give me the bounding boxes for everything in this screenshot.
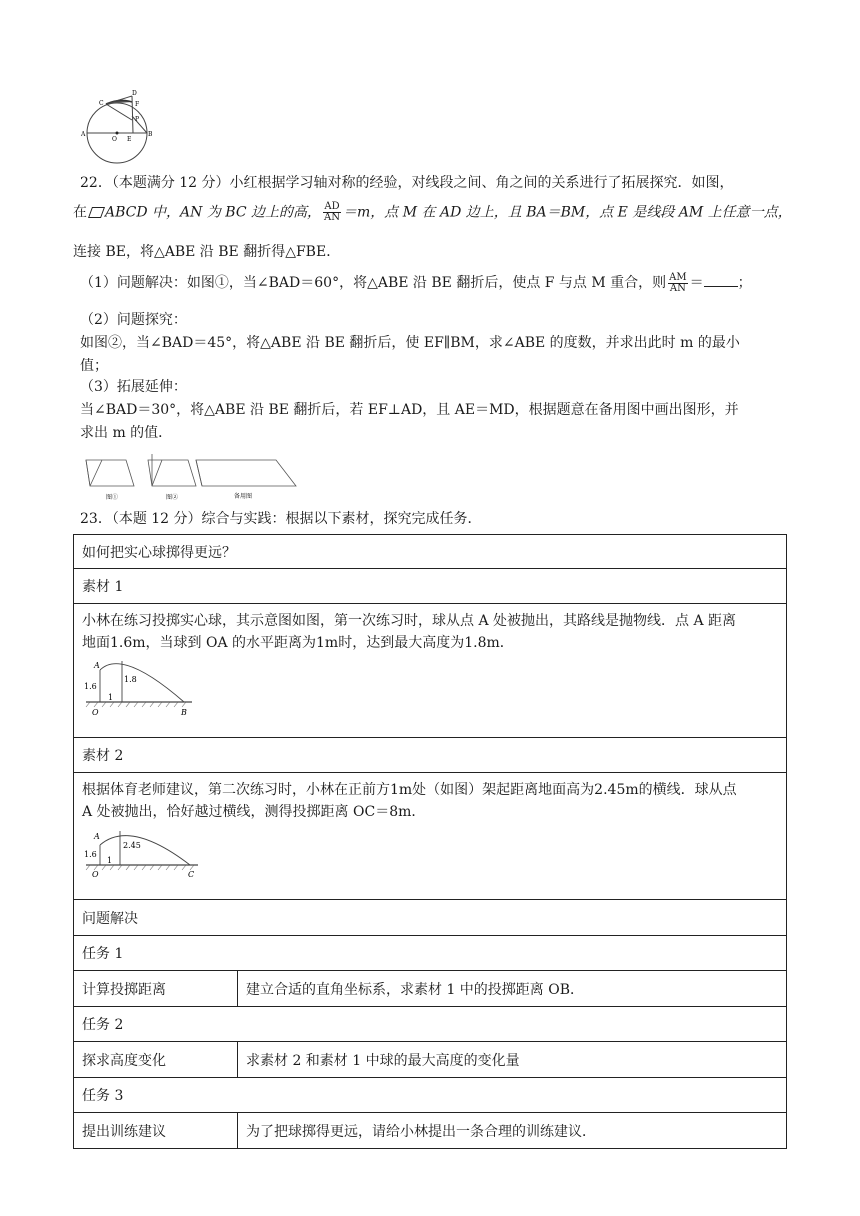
task-3-name: 提出训练建议 <box>74 1113 238 1149</box>
fig2-label-o: O <box>92 870 99 879</box>
q22-line3: 连接 BE，将△ABE 沿 BE 翻折得△FBE． <box>73 244 341 260</box>
q22-p1-num: AM <box>669 271 687 283</box>
task-1-label: 任务 1 <box>74 936 787 971</box>
q22-p1-fraction <box>668 273 687 294</box>
fig-caption-3: 备用图 <box>234 493 253 500</box>
fig21-label-f: F <box>135 101 140 108</box>
problem-solving-label: 问题解决 <box>74 900 787 936</box>
fig-caption-1: 图① <box>106 494 119 501</box>
q22-l2d: ＝m，点 M 在 AD 边上，且 BA＝BM，点 E 是线段 AM 上任意一点， <box>343 204 792 221</box>
q22-p1c: ； <box>737 275 752 291</box>
fig2-label-16: 1.6 <box>84 850 97 859</box>
fig21-label-b: B <box>148 131 153 138</box>
q22-line2 <box>73 202 792 223</box>
q22-figures <box>78 452 308 504</box>
task-2-label: 任务 2 <box>74 1007 787 1042</box>
material-1-content <box>74 604 787 738</box>
q22-l2b: ABCD 中， <box>105 204 181 221</box>
q22-p1-den: AN <box>669 282 686 294</box>
q22-l2c: AN 为 BC 边上的高， <box>180 204 322 221</box>
q22-part3-heading: （3）拓展延伸： <box>80 379 187 395</box>
fig21-label-d: D <box>132 90 137 97</box>
task-1-name: 计算投掷距离 <box>74 971 238 1007</box>
parallelogram-icon <box>88 207 105 218</box>
task-2-name: 探求高度变化 <box>74 1042 238 1078</box>
fig21-label-p: P <box>135 116 140 123</box>
fig1-label-o: O <box>92 708 99 717</box>
material-2-line1: 根据体育老师建议，第二次练习时，小林在正前方1m处（如图）架起距离地面高为2.45m的横线．球从点 <box>82 782 737 798</box>
q22-part2-line2: 值； <box>80 358 108 374</box>
task-1-desc: 建立合适的直角坐标系，求素材 1 中的投掷距离 OB． <box>238 971 787 1007</box>
task-3-desc: 为了把球掷得更远，请给小林提出一条合理的训练建议． <box>238 1113 787 1149</box>
q22-part2-line1: 如图②，当∠BAD＝45°，将△ABE 沿 BE 翻折后，使 EF∥BM，求∠ABE 的度数，并求出此时 m 的最小 <box>80 335 740 351</box>
q22-part3-line1: 当∠BAD＝30°，将△ABE 沿 BE 翻折后，若 EF⊥AD，且 AE＝MD，根据题意在备用图中画出图形，并 <box>80 402 739 418</box>
q22-part3-line2: 求出 m 的值． <box>80 425 173 441</box>
q22-p1b: ＝ <box>689 275 704 291</box>
q22-l2a: 在 <box>73 204 87 221</box>
fig-caption-2: 图② <box>166 494 179 501</box>
q22-frac-num: AD <box>324 201 340 212</box>
material-1-label: 素材 1 <box>74 569 787 604</box>
material-1-figure <box>82 656 202 718</box>
task-3-label: 任务 3 <box>74 1078 787 1113</box>
q22-part1 <box>80 272 752 294</box>
material-2-label: 素材 2 <box>74 738 787 773</box>
material-2-figure <box>82 825 206 879</box>
fig1-label-18: 1.8 <box>124 675 137 684</box>
fig21-label-o: O <box>112 136 117 143</box>
q22-part2-heading: （2）问题探究： <box>80 312 187 328</box>
q23-material-table <box>73 534 787 1149</box>
fig1-label-16: 1.6 <box>84 682 97 691</box>
table-title: 如何把实心球掷得更远？ <box>74 535 787 569</box>
material-1-line1: 小林在练习投掷实心球，其示意图如图，第一次练习时，球从点 A 处被抛出，其路线是抛物线．点 A 距离 <box>82 613 737 629</box>
task-2-desc: 求素材 2 和素材 1 中球的最大高度的变化量 <box>238 1042 787 1078</box>
fig2-label-c: C <box>188 870 195 879</box>
fig2-label-a: A <box>94 832 100 841</box>
material-1-line2: 地面1.6m，当球到 OA 的水平距离为1m时，达到最大高度为1.8m． <box>82 635 514 651</box>
q23-lead: 23．（本题 12 分）综合与实践：根据以下素材，探究完成任务． <box>80 511 482 527</box>
fig2-label-245: 2.45 <box>123 841 141 850</box>
q22-fraction <box>323 202 341 223</box>
fig21-label-a: A <box>81 131 86 138</box>
q22-lead: 22．（本题满分 12 分）小红根据学习轴对称的经验，对线段之间、角之间的关系进行了拓展探究．如图， <box>80 175 734 191</box>
fig21-label-e: E <box>127 136 132 143</box>
material-2-content <box>74 773 787 900</box>
answer-blank <box>704 272 738 287</box>
fig1-label-b: B <box>181 708 187 717</box>
fig1-label-1: 1 <box>108 693 114 702</box>
q21-circle-figure <box>80 86 160 166</box>
material-2-line2: A 处被抛出，恰好越过横线，测得投掷距离 OC＝8m． <box>82 804 426 820</box>
fig21-label-c: C <box>99 100 104 107</box>
q22-p1a: （1）问题解决：如图①，当∠BAD＝60°，将△ABE 沿 BE 翻折后，使点 F 与点 M 重合，则 <box>80 275 667 291</box>
q22-frac-den: AN <box>324 212 341 223</box>
fig1-label-a: A <box>94 661 100 670</box>
fig2-label-1: 1 <box>107 856 113 865</box>
